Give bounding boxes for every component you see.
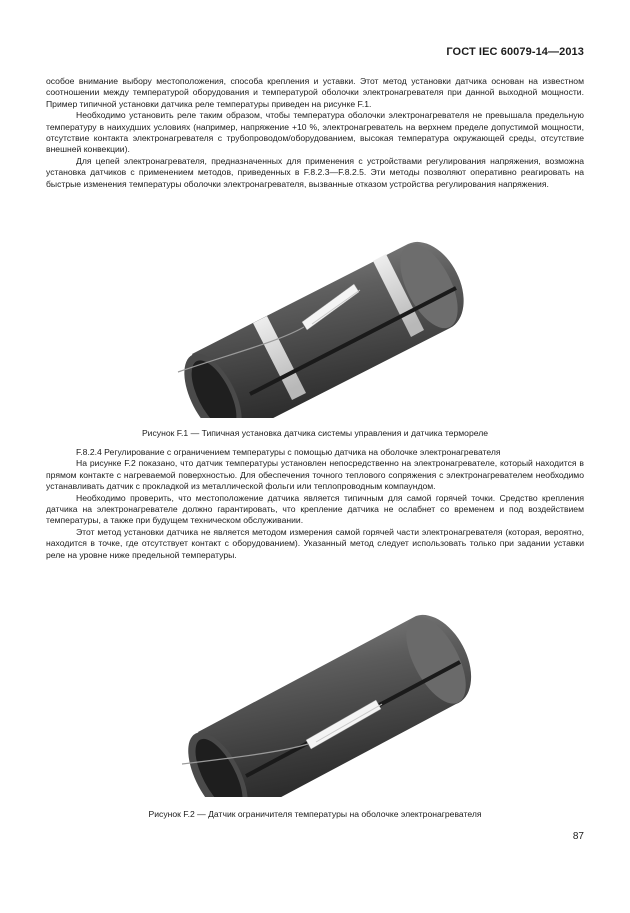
figure-caption: Рисунок F.1 — Типичная установка датчика системы управления и датчика термореле [141, 428, 489, 438]
paragraph: Этот метод установки датчика не является методом измерения самой горячей части электронагревателя (которая, вероятно, находится в точке, где отсутствует контакт с оборудованием). Указанный метод следует использовать только при задании уставки реле на уровне ниже предельной температуры. [46, 526, 584, 560]
pipe-body [176, 607, 478, 797]
figure-caption: Рисунок F.2 — Датчик ограничителя температуры на оболочке электронагревателя [148, 809, 482, 819]
standard-header: ГОСТ IEC 60079-14—2013 [446, 46, 584, 58]
paragraph: Для цепей электронагревателя, предназначенных для применения с устройствами регулирования напряжения, возможна установка датчиков с применением методов, приведенных в F.8.2.3—F.8.2.5. Эти методы позволяют оперативно реагировать на быстрые изменения температуры оболочки электронагревателя, вызванные отказом устройства регулирования напряжения. [46, 155, 584, 189]
section-heading: F.8.2.4 Регулирование с ограничением температуры с помощью датчика на оболочке электронагревателя [76, 447, 501, 457]
text-block-1 [46, 76, 584, 190]
text-block-2 [46, 447, 584, 561]
paragraph: особое внимание выбору местоположения, способа крепления и уставки. Этот метод установки датчика основан на известном соотношении между температурой оборудования и температурой оболочки электронагревателя при данной выходной мощности. Пример типичной установки датчика реле температуры приведен на рисунке F.1. [46, 76, 584, 109]
paragraph: Необходимо проверить, что местоположение датчика является типичным для самой горячей точки. Средство крепления датчика на электронагревателе должно гарантировать, что крепление датчика не ослабнет со временем и под воздействием температуры, а также при будущем техническом обслуживании. [46, 492, 584, 526]
paragraph: На рисунке F.2 показано, что датчик температуры установлен непосредственно на электронагревателе, который находится в прямом контакте с нагреваемой поверхностью. Для обеспечения точного теплового сопряжения с электронагревателем необходимо устанавливать датчик с прокладкой из металлической фольги или теплопроводным компаундом. [46, 458, 584, 492]
pipe-sensor-illustration [150, 592, 480, 797]
figure-f2 [150, 592, 480, 797]
page-number: 87 [572, 831, 584, 842]
pipe-sensor-illustration [150, 226, 480, 418]
paragraph: Необходимо установить реле таким образом, чтобы температура оболочки электронагревателя не превышала предельную температуру в наихудших условиях (например, напряжение +10 %, электронагреватель на верхнем пределе допустимой мощности, отсутствие контакта электронагревателя с трубопроводом/оборудованием, высокая температура окружающей среды, отсутствие внешней конвекции). [46, 110, 584, 155]
figure-f1 [150, 226, 480, 418]
pipe-body [173, 235, 470, 418]
